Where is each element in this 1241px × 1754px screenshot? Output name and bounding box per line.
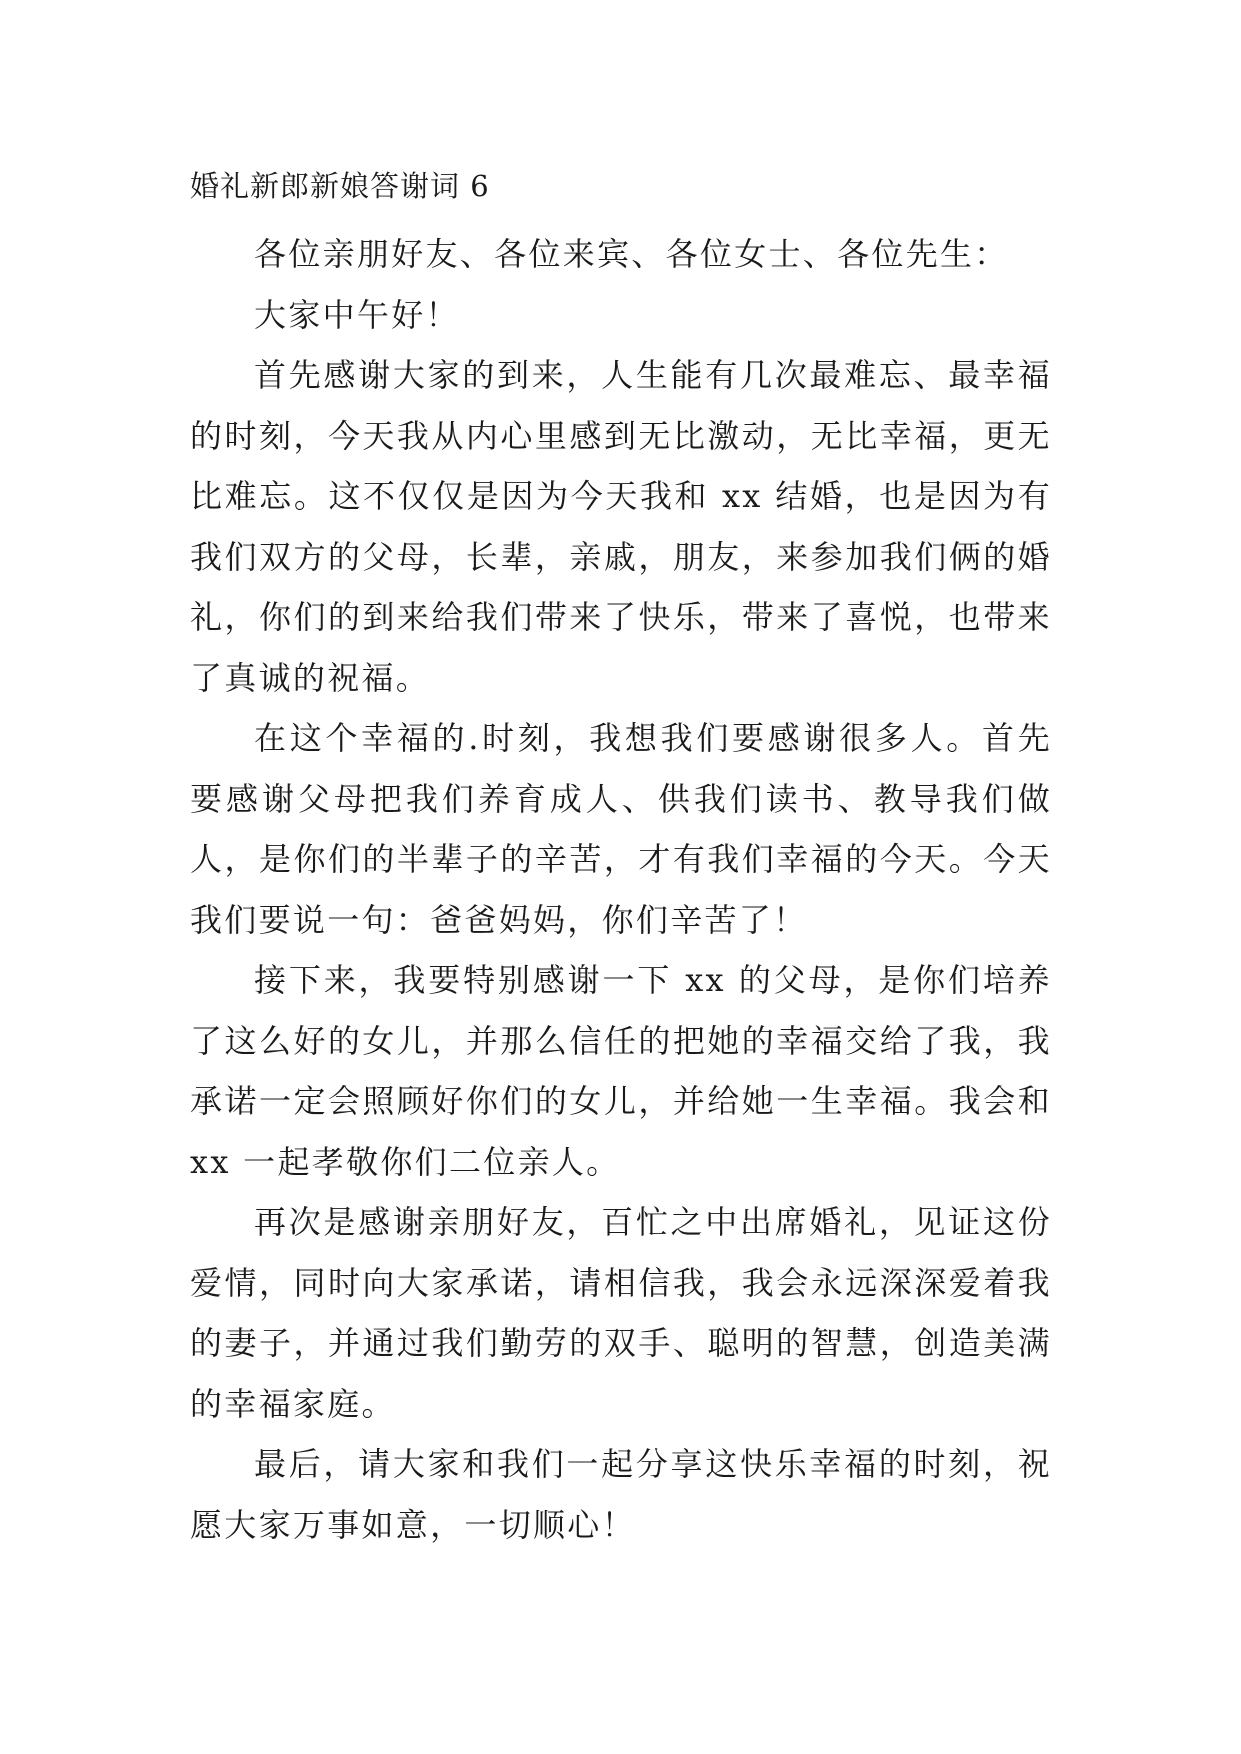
paragraph-thanks-friends: 再次是感谢亲朋好友，百忙之中出席婚礼，见证这份爱情，同时向大家承诺，请相信我，我会永远深深爱着我的妻子，并通过我们勤劳的双手、聪明的智慧，创造美满的幸福家庭。	[190, 1203, 1052, 1423]
paragraph-closing: 最后，请大家和我们一起分享这快乐幸福的时刻，祝愿大家万事如意，一切顺心！	[190, 1445, 1052, 1544]
paragraph-thanks-arrival: 首先感谢大家的到来，人生能有几次最难忘、最幸福的时刻，今天我从内心里感到无比激动，无比幸福，更无比难忘。这不仅仅是因为今天我和 xx 结婚，也是因为有我们双方的父母，长辈，亲戚，朋友，来参加我们俩的婚礼，你们的到来给我们带来了快乐，带来了喜悦，也带来了真诚的祝福。	[190, 356, 1052, 697]
paragraph-good-noon: 大家中午好！	[254, 295, 460, 334]
paragraph-greeting: 各位亲朋好友、各位来宾、各位女士、各位先生：	[254, 235, 1009, 273]
paragraph-thanks-parents: 在这个幸福的.时刻，我想我们要感谢很多人。首先要感谢父母把我们养育成人、供我们读书、教导我们做人，是你们的半辈子的辛苦，才有我们幸福的今天。今天我们要说一句：爸爸妈妈，你们辛苦了！	[190, 719, 1052, 939]
paragraph-thanks-in-laws: 接下来，我要特别感谢一下 xx 的父母，是你们培养了这么好的女儿，并那么信任的把她的幸福交给了我，我承诺一定会照顾好你们的女儿，并给她一生幸福。我会和 xx 一起孝敬你们二位亲人。	[190, 961, 1052, 1181]
document-body	[190, 224, 1052, 1555]
document-title: 婚礼新郎新娘答谢词 6	[190, 169, 490, 203]
